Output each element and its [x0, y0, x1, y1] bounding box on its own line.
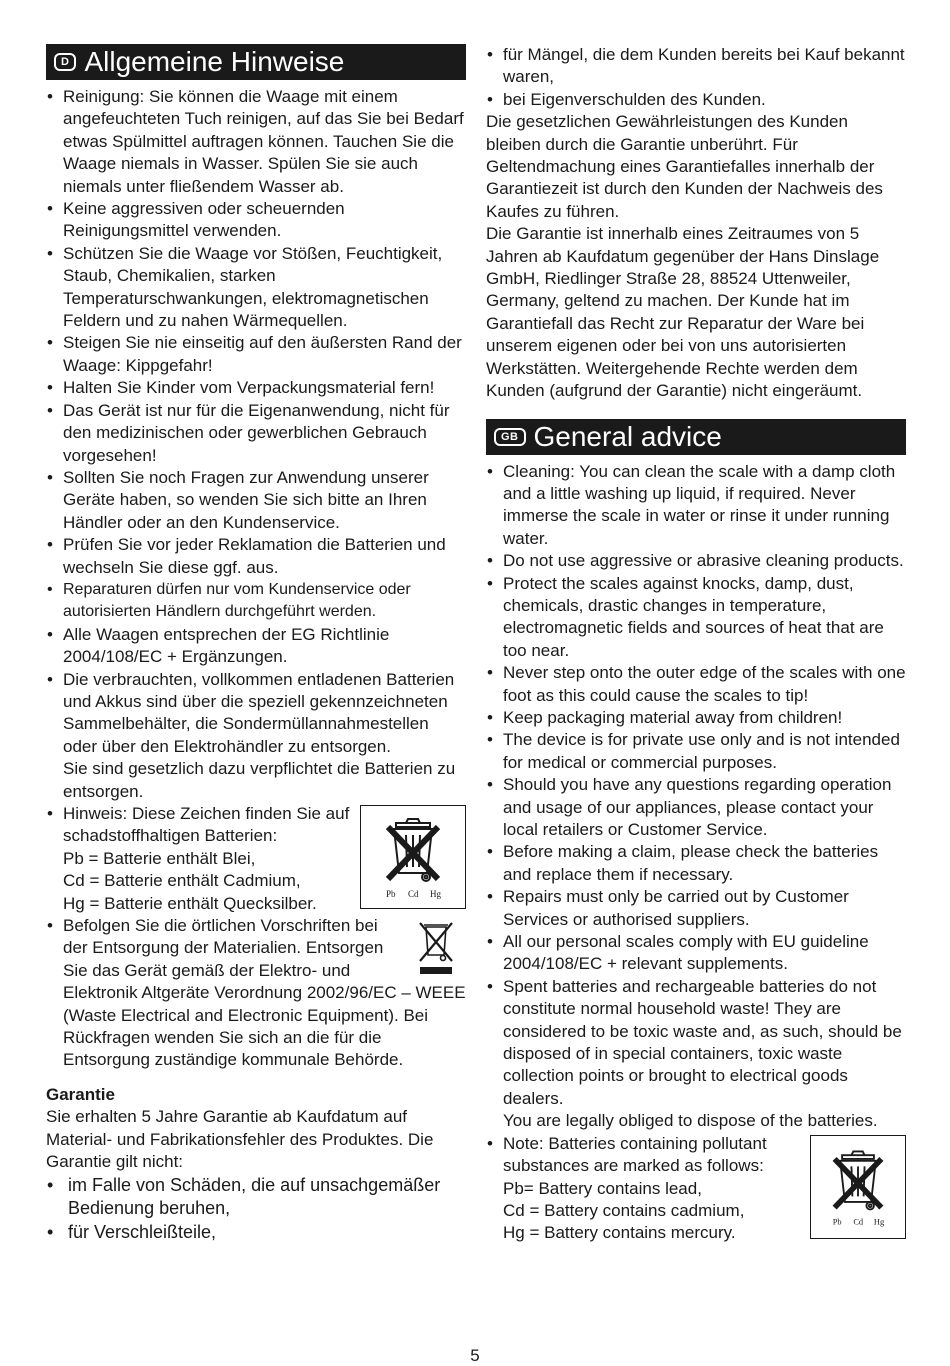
list-item: • Keep packaging material away from children!	[486, 707, 906, 729]
note-text: Note: Batteries containing pollutant substances are marked as follows:	[503, 1133, 767, 1176]
list-item: • bei Eigenverschulden des Kunden.	[486, 89, 906, 111]
list-item-battery-note	[486, 1133, 906, 1245]
list-item	[486, 976, 906, 1133]
battery-disposal-text: Spent batteries and rechargeable batteries do not constitute normal household waste! They are considered to be toxic waste and, as such, should be disposed of in special containers, toxic waste collection points or brought to electrical goods dealers.	[503, 976, 902, 1108]
pb-label: • Pb	[832, 1216, 842, 1227]
cd-label: Cd	[853, 1216, 864, 1227]
list-item-battery-hint	[46, 803, 466, 915]
list-item	[46, 669, 466, 803]
note-hg: Hg = Battery contains mercury.	[503, 1223, 736, 1243]
battery-disposal-text: Die verbrauchten, vollkommen entladenen Batterien und Akkus sind über die speziell gekennzeichneten Sammelbehälter, die Sondermüllannahmestellen oder über den Elektrohändler zu entsorgen.	[63, 669, 455, 756]
pb-label: • Pb	[386, 889, 396, 899]
list-item: • Before making a claim, please check the batteries and replace them if necessary.	[486, 841, 906, 886]
hint-cd: Cd = Batterie enthält Cadmium,	[63, 871, 301, 891]
warranty-paragraph-1: Die gesetzlichen Gewährleistungen des Kunden bleiben durch die Garantie unberührt. Für Geltendmachung eines Garantiefalles innerhalb der Garantiezeit ist durch den Kunden der Nachweis des Kaufes zu führen.	[486, 112, 883, 221]
warranty-title: Garantie	[46, 1084, 115, 1104]
section-heading-english	[486, 419, 906, 455]
hint-hg: Hg = Batterie enthält Quecksilber.	[63, 893, 317, 913]
list-item: • Never step onto the outer edge of the scales with one foot as this could cause the scales to tip!	[486, 662, 906, 707]
language-badge-d: D	[54, 53, 76, 71]
list-item: • Schützen Sie die Waage vor Stößen, Feuchtigkeit, Staub, Chemikalien, starken Temperaturschwankungen, elektromagnetischen Feldern und zu nahen Wärmequellen.	[46, 243, 466, 333]
cd-label: Cd	[408, 889, 419, 899]
list-item: • Halten Sie Kinder vom Verpackungsmaterial fern!	[46, 377, 466, 399]
section-heading-german	[46, 44, 466, 80]
crossed-out-wheelie-bin-icon	[814, 1141, 902, 1233]
list-item: • Das Gerät ist nur für die Eigenanwendung, nicht für den medizinischen oder gewerblichen Gebrauch vorgesehen!	[46, 400, 466, 467]
battery-symbol-box	[810, 1135, 906, 1239]
warranty-exclusions-list-continued	[486, 44, 906, 111]
warranty-paragraph-2: Die Garantie ist innerhalb eines Zeitraumes von 5 Jahren ab Kaufdatum gegenüber der Hans Dinslage GmbH, Riedlinger Straße 28, 88524 Uttenweiler, Germany, geltend zu machen. Der Kunde hat im Garantiefall das Recht zur Reparatur der Ware bei unserem eigenen oder bei von uns autorisierten Werkstätten. Weitergehende Rechte werden dem Kunden (aufgrund der Garantie) nicht eingeräumt.	[486, 224, 880, 401]
disposal-text: Befolgen Sie die örtlichen Vorschriften bei der Entsorgung der Materialien. Entsorgen Sie das Gerät gemäß der Elektro- und Elektronik Altgeräte Verordnung 2002/96/EC – WEEE (Waste Electrical and Electronic Equipment). Bei Rückfragen wenden Sie sich an die für die Entsorgung zuständige kommunale Behörde.	[63, 916, 466, 1070]
list-item: • Reparaturen dürfen nur vom Kundenservice oder autorisierten Händlern durchgeführt werden.	[46, 579, 466, 624]
list-item: • Alle Waagen entsprechen der EG Richtlinie 2004/108/EC + Ergänzungen.	[46, 624, 466, 669]
list-item: • Do not use aggressive or abrasive cleaning products.	[486, 550, 906, 572]
list-item: • Cleaning: You can clean the scale with a damp cloth and a little washing up liquid, if required. Never immerse the scale in water or rinse it under running water.	[486, 461, 906, 551]
list-item: • Should you have any questions regarding operation and usage of our appliances, please contact your local retailers or Customer Service.	[486, 774, 906, 841]
general-advice-list-en	[486, 461, 906, 1245]
hint-text: Hinweis: Diese Zeichen finden Sie auf schadstoffhaltigen Batterien:	[63, 804, 350, 846]
section-title: General advice	[533, 420, 722, 452]
hg-label: Hg	[873, 1216, 885, 1227]
list-item: • Reinigung: Sie können die Waage mit einem angefeuchteten Tuch reinigen, auf das Sie bei Bedarf etwas Spülmittel auftragen können. Tauchen Sie die Waage niemals in Wasser. Spülen Sie sie auch niemals unter fließendem Wasser ab.	[46, 86, 466, 198]
list-item: • im Falle von Schäden, die auf unsachgemäßer Bedienung beruhen,	[46, 1174, 466, 1221]
list-item: • für Verschleißteile,	[46, 1221, 466, 1245]
general-advice-list-de	[46, 86, 466, 1072]
battery-obligation-text: You are legally obliged to dispose of the batteries.	[503, 1111, 878, 1131]
page-number: 5	[470, 1346, 480, 1365]
list-item: • Keine aggressiven oder scheuernden Reinigungsmittel verwenden.	[46, 198, 466, 243]
list-item: • Prüfen Sie vor jeder Reklamation die Batterien und wechseln Sie diese ggf. aus.	[46, 534, 466, 579]
list-item-disposal	[46, 915, 466, 1072]
note-pb: Pb= Battery contains lead,	[503, 1178, 702, 1198]
list-item: • Repairs must only be carried out by Customer Services or authorised suppliers.	[486, 886, 906, 931]
battery-obligation-text: Sie sind gesetzlich dazu verpflichtet die Batterien zu entsorgen.	[63, 759, 456, 801]
note-cd: Cd = Battery contains cadmium,	[503, 1200, 745, 1220]
list-item: • Protect the scales against knocks, damp, dust, chemicals, drastic changes in temperature, electromagnetic fields and sources of heat that are too near.	[486, 573, 906, 663]
list-item: • für Mängel, die dem Kunden bereits bei Kauf bekannt waren,	[486, 44, 906, 89]
hint-pb: Pb = Batterie enthält Blei,	[63, 848, 256, 868]
weee-symbol-icon	[414, 919, 458, 977]
right-column	[486, 44, 906, 1245]
section-title: Allgemeine Hinweise	[84, 46, 345, 77]
warranty-exclusions-list	[46, 1174, 466, 1245]
warranty-intro: Sie erhalten 5 Jahre Garantie ab Kaufdatum auf Material- und Fabrikationsfehler des Produktes. Die Garantie gilt nicht:	[46, 1107, 434, 1172]
left-column	[46, 44, 466, 1244]
list-item: • The device is for private use only and is not intended for medical or commercial purposes.	[486, 729, 906, 774]
hg-label: Hg	[430, 889, 441, 899]
battery-symbol-box	[360, 805, 466, 909]
language-badge-gb: GB	[494, 428, 526, 446]
crossed-out-wheelie-bin-icon	[366, 811, 460, 903]
list-item: • Steigen Sie nie einseitig auf den äußersten Rand der Waage: Kippgefahr!	[46, 332, 466, 377]
list-item: • All our personal scales comply with EU guideline 2004/108/EC + relevant supplements.	[486, 931, 906, 976]
list-item: • Sollten Sie noch Fragen zur Anwendung unserer Geräte haben, so wenden Sie sich bitte an Ihren Händler oder an den Kundenservice.	[46, 467, 466, 534]
